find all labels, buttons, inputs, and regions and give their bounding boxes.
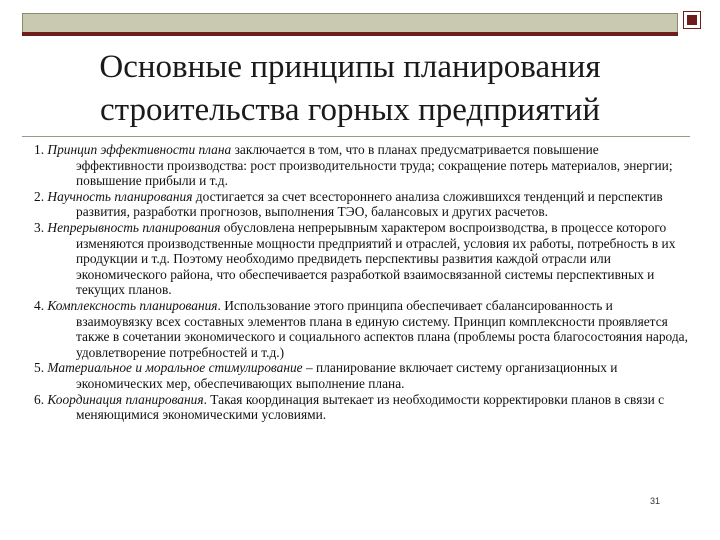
header-bar xyxy=(22,13,678,33)
title-line-2: строительства горных предприятий xyxy=(99,92,601,128)
header-accent-line xyxy=(22,32,678,36)
principle-number: 6. xyxy=(34,391,45,407)
principle-number: 1. xyxy=(34,142,45,157)
principle-number: 5. xyxy=(34,360,45,376)
principle-text: – планирование включает систему организационных и экономических мер, обеспечивающих выполнение плана. xyxy=(76,360,618,391)
principle-item-3 xyxy=(34,220,689,298)
principle-item-4 xyxy=(34,298,689,360)
principle-text: обусловлена непрерывным характером воспроизводства, в процессе которого изменяются производственные мощности предприятий и отраслей, условия их работы, потребность в их продукции и т.д. Поэтому необходимо предвидеть перспективы развития каждой отрасли или экономического района, что обеспечивается разработкой взаимосвязанной системы перспективных и текущих планов. xyxy=(76,219,676,298)
principle-number: 3. xyxy=(34,219,45,235)
principle-text: заключается в том, что в планах предусматривается повышение эффективности производства: рост производительности труда; сокращение потерь материалов, энергии; повышение прибыли и т.д. xyxy=(76,142,673,189)
page-number: 31 xyxy=(650,496,661,506)
title-divider xyxy=(22,136,690,137)
principle-text: . Использование этого принципа обеспечивает сбалансированность и взаимоувязку всех составных элементов плана в единую систему. Принцип комплексности проявляется также в сочетании экономического и социального аспектов плана (проблемы роста благосостояния народа, удовлетворение потребностей и т.д.) xyxy=(76,297,688,360)
principle-lead: Научность планирования xyxy=(47,188,193,204)
slide-title xyxy=(30,46,670,132)
principle-number: 2. xyxy=(34,188,45,204)
corner-square-icon xyxy=(683,11,701,29)
principle-lead: Комплексность планирования xyxy=(47,297,218,313)
principle-item-6 xyxy=(34,392,689,423)
principle-text: достигается за счет всестороннего анализа сложившихся тенденций и перспектив развития, разработки прогнозов, выполнения ТЭО, балансовых и других расчетов. xyxy=(76,188,663,220)
principle-lead: Координация планирования xyxy=(47,391,204,407)
principle-item-2 xyxy=(34,189,689,220)
principle-lead: Непрерывность планирования xyxy=(47,219,221,235)
principle-lead: Принцип эффективности плана xyxy=(47,142,232,157)
principles-list xyxy=(34,142,689,423)
principle-lead: Материальное и моральное стимулирование xyxy=(47,360,303,376)
principle-number: 4. xyxy=(34,297,45,313)
principle-text: . Такая координация вытекает из необходимости корректировки планов в связи с меняющимися экономическими условиями. xyxy=(76,391,665,423)
principle-item-5 xyxy=(34,360,689,391)
principle-item-1 xyxy=(34,142,689,189)
title-line-1: Основные принципы планирования xyxy=(99,49,601,85)
